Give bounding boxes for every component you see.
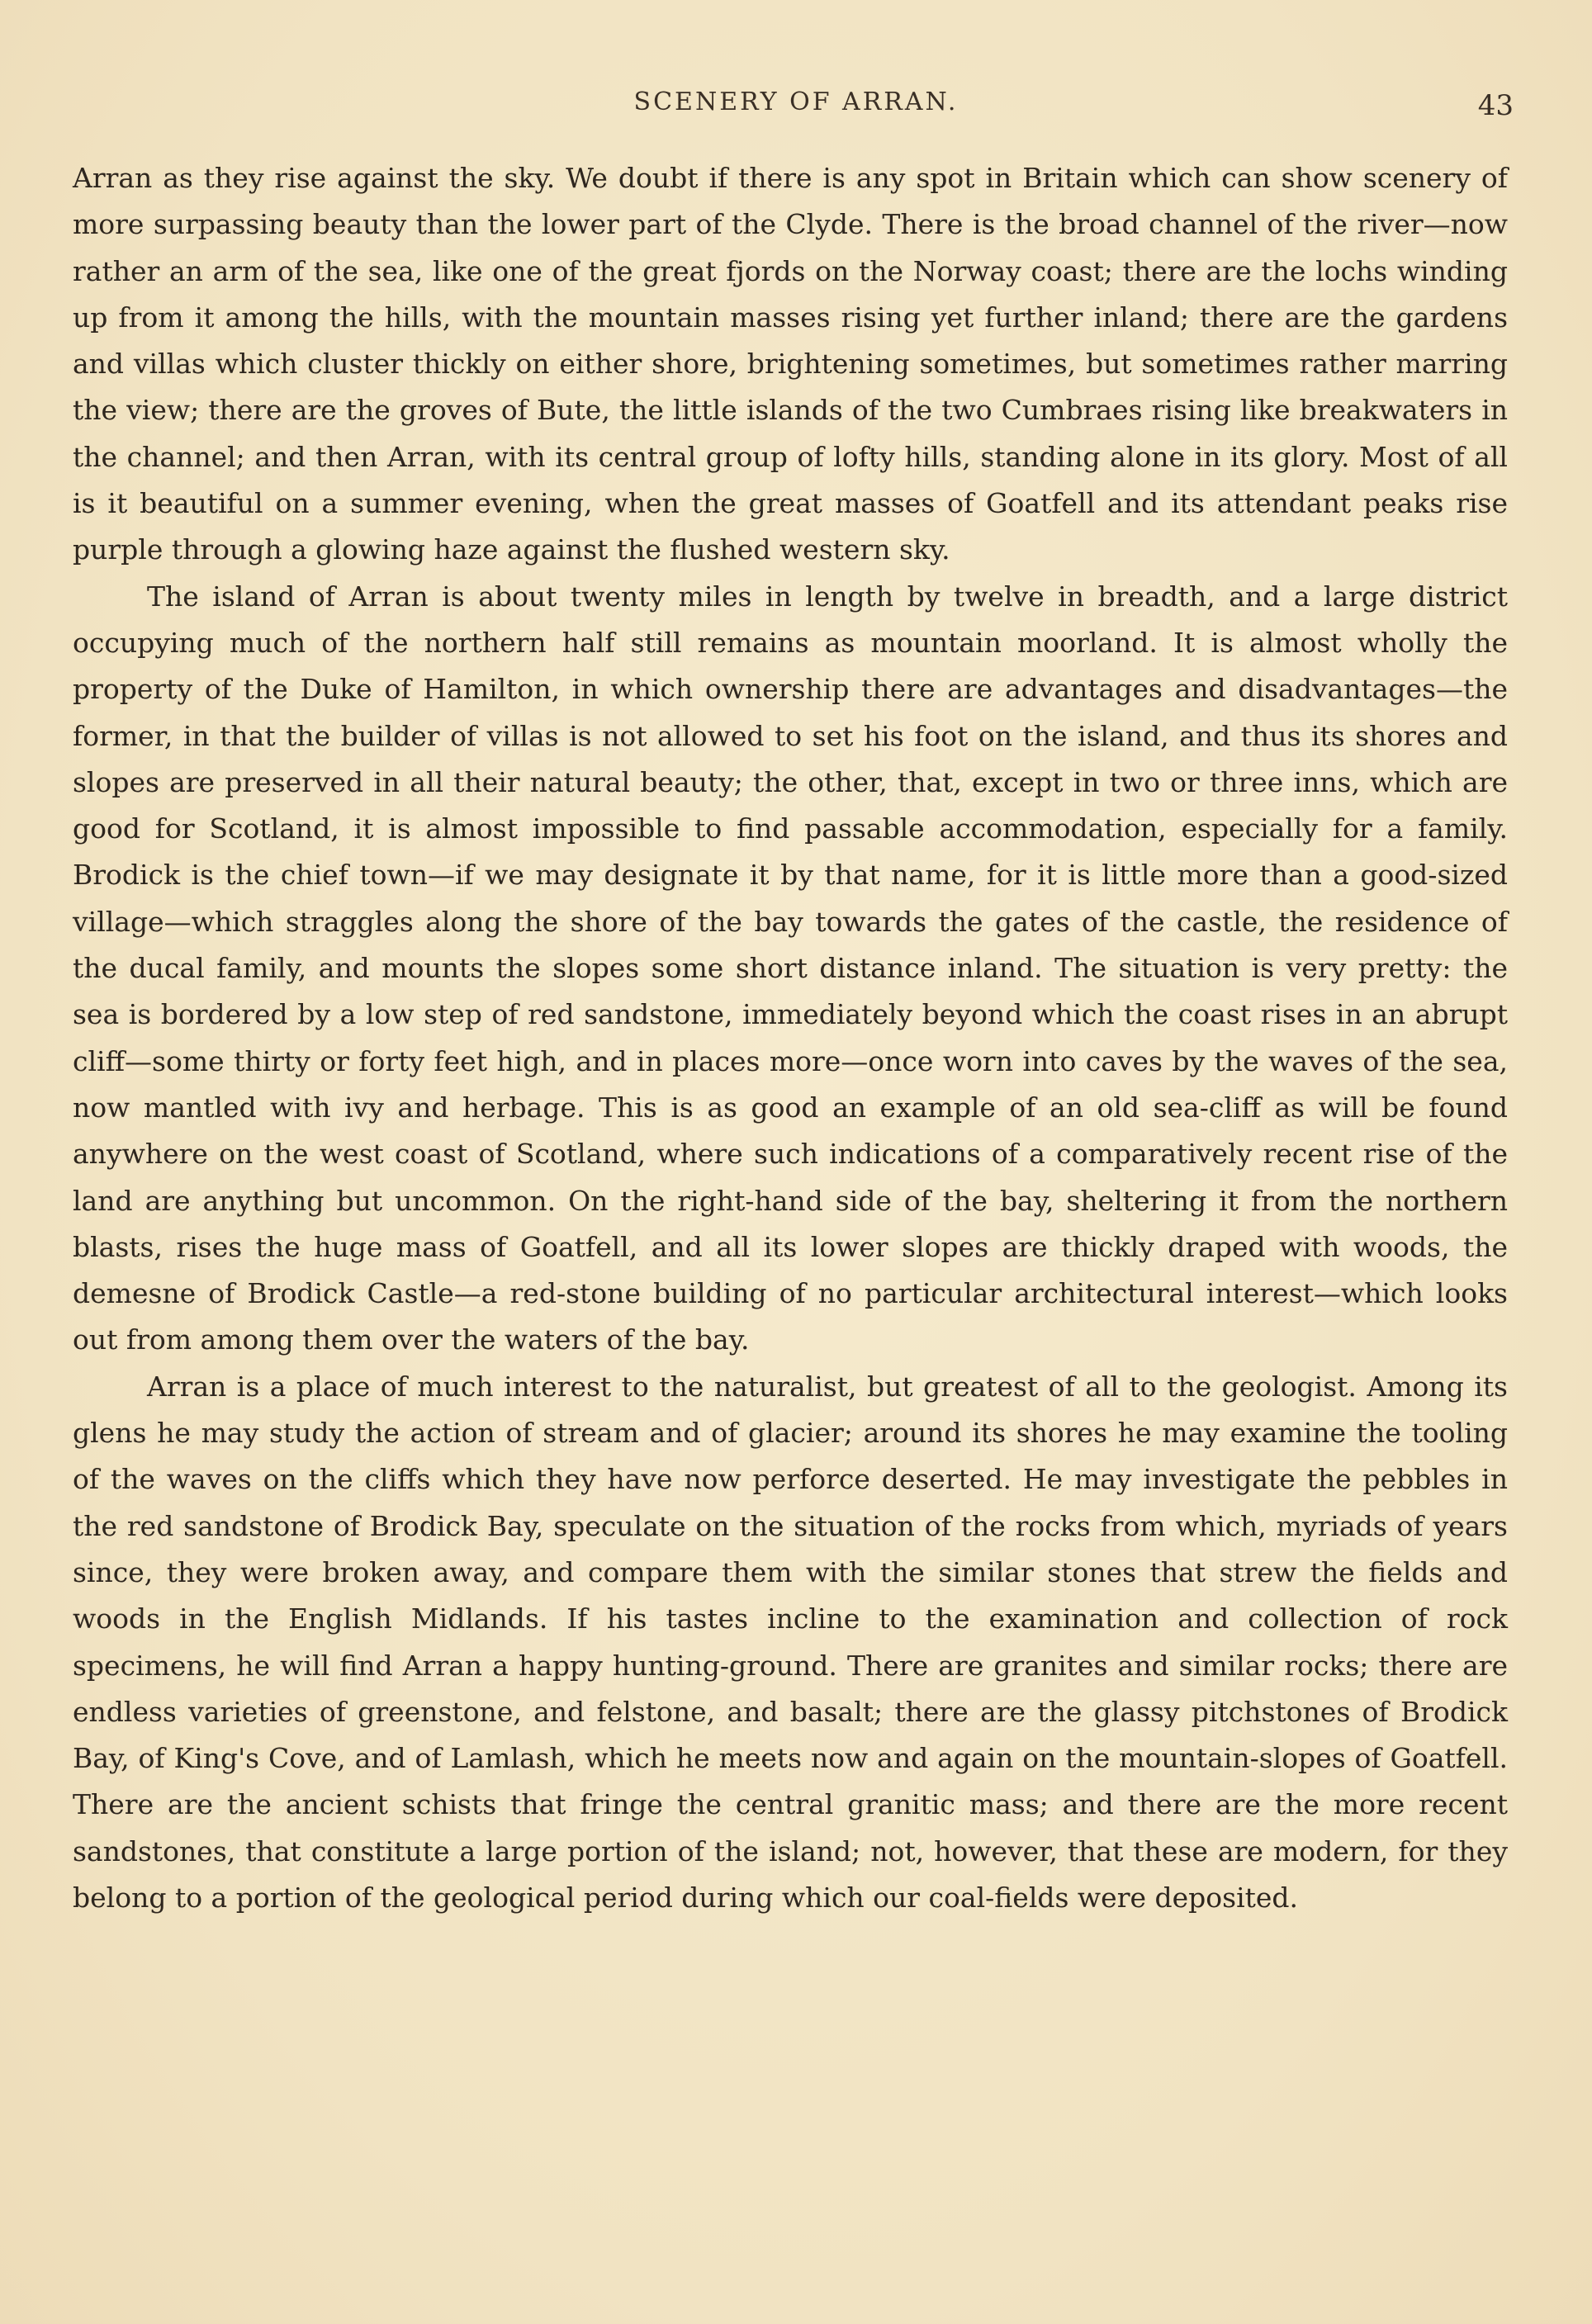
paragraph-2: The island of Arran is about twenty miles in length by twelve in breadth, and a large district occupying much of the northern half still remains as mountain moorland. It is almost wholly the property of the Duke of Hamilton, in which ownership there are advantages and disadvantages—the former, in that the builder of villas is not allowed to set his foot on the island, and thus its shores and slopes are preserved in all their natural beauty; the other, that, except in two or three inns, which are good for Scotland, it is almost impossible to find passable accommodation, especially for a family. Brodick is the chief town—if we may designate it by that name, for it is little more than a good-sized village—which straggles along the shore of the bay towards the gates of the castle, the residence of the ducal family, and mounts the slopes some short distance inland. The situation is very pretty: the sea is bordered by a low step of red sandstone, immediately beyond which the coast rises in an abrupt cliff—some thirty or forty feet high, and in places more—once worn into caves by the waves of the sea, now mantled with ivy and herbage. This is as good an example of an old sea-cliff as will be found anywhere on the west coast of Scotland, where such indications of a comparatively recent rise of the land are anything but uncommon. On the right-hand side of the bay, sheltering it from the northern blasts, rises the huge mass of Goatfell, and all its lower slopes are thickly draped with woods, the demesne of Brodick Castle—a red-stone building of no particular architectural interest—which looks out from among them over the waters of the bay. <box>73 580 1508 1356</box>
body-text <box>73 155 1508 1921</box>
paragraph-3: Arran is a place of much interest to the naturalist, but greatest of all to the geologist. Among its glens he may study the action of stream and of glacier; around its shores he may examine the tooling of the waves on the cliffs which they have now perforce deserted. He may investigate the pebbles in the red sandstone of Brodick Bay, speculate on the situation of the rocks from which, myriads of years since, they were broken away, and compare them with the similar stones that strew the fields and woods in the English Midlands. If his tastes incline to the examination and collection of rock specimens, he will find Arran a happy hunting-ground. There are granites and similar rocks; there are endless varieties of greenstone, and felstone, and basalt; there are the glassy pitchstones of Brodick Bay, of King's Cove, and of Lamlash, which he meets now and again on the mountain-slopes of Goatfell. There are the ancient schists that fringe the central granitic mass; and there are the more recent sandstones, that constitute a large portion of the island; not, however, that these are modern, for they belong to a portion of the geological period during which our coal-fields were deposited. <box>73 1370 1508 1914</box>
running-title: SCENERY OF ARRAN. <box>633 88 959 116</box>
page-number: 43 <box>1477 89 1514 122</box>
paragraph-1: Arran as they rise against the sky. We doubt if there is any spot in Britain which can show scenery of more surpassing beauty than the lower part of the Clyde. There is the broad channel of the river—now rather an arm of the sea, like one of the great fjords on the Norway coast; there are the lochs winding up from it among the hills, with the mountain masses rising yet further inland; there are the gardens and villas which cluster thickly on either shore, brightening sometimes, but sometimes rather marring the view; there are the groves of Bute, the little islands of the two Cumbraes rising like breakwaters in the channel; and then Arran, with its central group of lofty hills, standing alone in its glory. Most of all is it beautiful on a summer evening, when the great masses of Goatfell and its attendant peaks rise purple through a glowing haze against the flushed western sky. <box>73 162 1508 566</box>
running-head <box>0 83 1592 132</box>
